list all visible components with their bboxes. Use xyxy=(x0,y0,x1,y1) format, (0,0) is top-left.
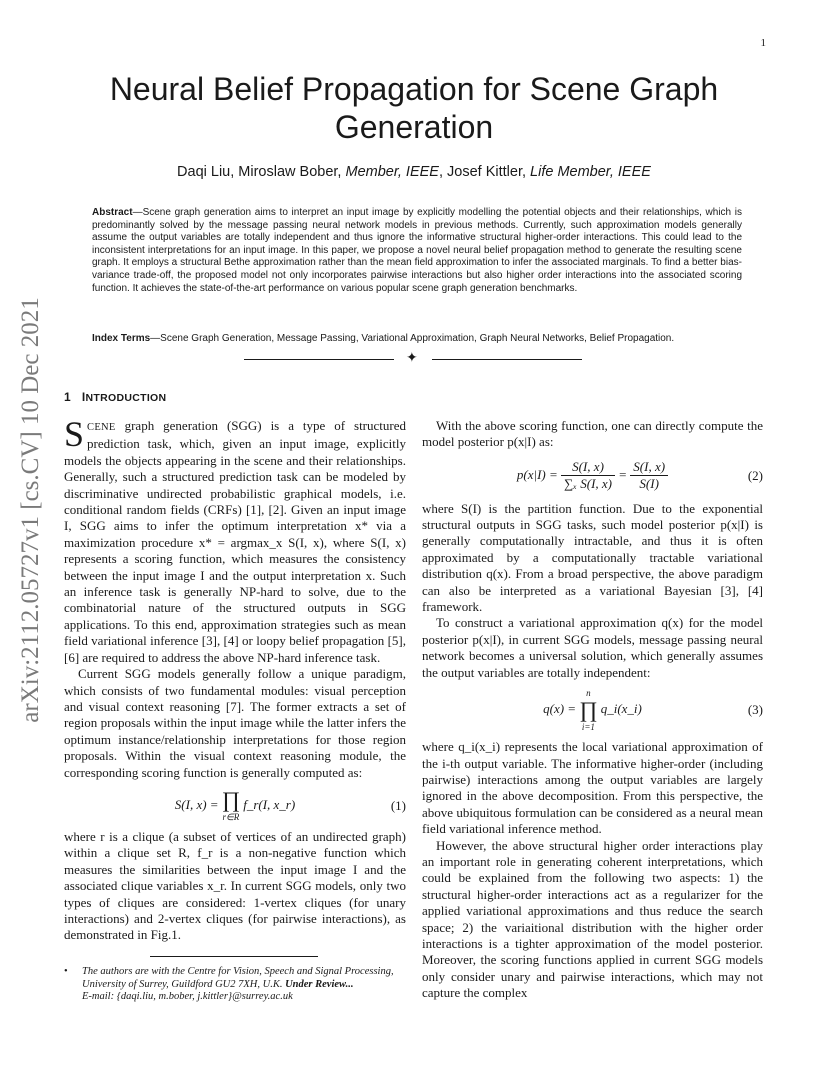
eq1-subscript: r∈R xyxy=(222,811,240,822)
author-role-2: Life Member, IEEE xyxy=(530,164,651,180)
eq1-lhs: S(I, x) = xyxy=(174,796,222,812)
footnote-email: E-mail: {daqi.liu, m.bober, j.kittler}@surrey.ac.uk xyxy=(82,991,293,1003)
footnote-bold: Under Review... xyxy=(285,978,354,990)
eq2-numerator-2: S(I, x) xyxy=(630,459,668,476)
authors-part-1: Daqi Liu, Miroslaw Bober, xyxy=(177,164,346,180)
equation-1 xyxy=(64,786,406,823)
intro-paragraph-2: Current SGG models generally follow a unique paradigm, which consists of two fundamental modules: visual perception and visual context reasoning [7]. The former extracts a set of region proposals within the input image while the latter infers the optimum instance/relationship interpretations for those region proposals. Within the visual context reasoning module, the corresponding scoring function is generally computed as: xyxy=(64,666,406,780)
arxiv-identifier: arXiv:2112.05727v1 [cs.CV] 10 Dec 2021 xyxy=(17,297,44,723)
divider-line-right xyxy=(432,359,582,360)
abstract-text: —Scene graph generation aims to interpret an input image by explicitly modelling the potential objects and their relationships, which is predominantly solved by the message passing neural network models in previous methods. Currently, such approximation models generally assume the output variables are totally independent and thus ignore the informative structural higher-order interactions. This could lead to the inconsistent interpretations for an input image. In this paper, we propose a novel neural belief propagation method to generate the resulting scene graph. It employs a structural Bethe approximation rather than the mean field approximation to infer the associated marginals. To find a better bias-variance trade-off, the proposed model not only incorporates pairwise interactions but also higher order interactions into the associated scoring function. It achieves the state-of-the-art performance on various popular scene graph generation benchmarks. xyxy=(92,207,742,294)
drop-cap-smallcaps: CENE xyxy=(87,422,116,433)
left-column xyxy=(64,414,406,944)
abstract-label: Abstract xyxy=(92,207,133,218)
section-divider xyxy=(244,352,584,366)
page-number: 1 xyxy=(760,37,766,49)
eq3-number: (3) xyxy=(747,701,763,717)
right-paragraph-1: With the above scoring function, one can directly compute the model posterior p(x|I) as: xyxy=(422,418,763,450)
author-list xyxy=(60,164,768,180)
eq1-rhs: f_r(I, x_r) xyxy=(243,796,296,812)
drop-cap: S xyxy=(64,414,85,454)
footnote-text: The authors are with the Centre for Vision, Speech and Signal Processing, University of Surrey, Guildford GU2 7XH, U.K. xyxy=(82,966,394,990)
eq2-equals: = xyxy=(615,466,631,482)
eq2-number: (2) xyxy=(747,467,763,483)
index-terms-label: Index Terms xyxy=(92,333,151,344)
eq3-lhs: q(x) = xyxy=(543,701,580,717)
eq2-denominator-1: ∑ₓ S(I, x) xyxy=(564,476,613,492)
right-paragraph-4: where q_i(x_i) represents the local variational approximation of the i-th output variable. The informative higher-order (including pairwise) interactions among the output variables are largely ignored in the above decomposition. From this perspective, the above ubiquitous formulation can be considered as a neural mean field variational inference method. xyxy=(422,739,763,837)
equation-3 xyxy=(422,687,763,733)
eq2-fraction-1 xyxy=(561,459,615,493)
right-column xyxy=(422,418,763,1002)
eq3-rhs: q_i(x_i) xyxy=(600,701,642,717)
intro-paragraph-1-text: graph generation (SGG) is a type of structured prediction task, which, given an input image, explicitly models the objects appearing in the scene and their relationships. Generally, such a structured prediction task can be modeled by discriminative undirected probabilistic graphical models, i.e. conditional random fields (CRFs) [1], [2]. Given an input image I, SGG aims to infer the optimum interpretation x* via a maximization procedure x* = argmax_x S(I, x), where S(I, x) represents a scoring function, which measures the consistency between the input image I and the output interpretation x. Such an inference task is generally NP-hard to solve, due to the combinatorial nature of the structured outputs in SGG applications. To this end, approximation strategies such as mean field variational inference [3], [4] or loopy belief propagation [5], [6] are required to address the above NP-hard inference task. xyxy=(64,418,406,665)
intro-paragraph-1 xyxy=(64,414,406,666)
footnote-bullet: • xyxy=(64,966,68,977)
right-paragraph-2: where S(I) is the partition function. Due to the exponential structural outputs in SGG tasks, such model posterior p(x|I) is generally computationally intractable, and thus it is often approximated by a computationally tractable variational distribution q(x). From a broad perspective, the above paradigm can also be interpreted as a variational Bayesian [3], [4] framework. xyxy=(422,500,763,615)
author-role-1: Member, IEEE xyxy=(345,164,439,180)
eq1-number: (1) xyxy=(390,797,406,813)
divider-line-left xyxy=(244,359,394,360)
eq2-lhs: p(x|I) = xyxy=(516,466,562,482)
eq2-denominator-2: S(I) xyxy=(639,476,659,492)
abstract xyxy=(92,207,742,295)
arxiv-sidebar xyxy=(8,280,54,740)
right-paragraph-5: However, the above structural higher order interactions play an important role in generating coherent interpretations, which could be explained from the following two aspects: 1) the structural higher-order interactions act as a regularizer for the applied variational approximations and thus reduce the search space; 2) the variaitional distribution with the higher order interactions is a tighter approximation of the model posterior. Moreover, the scoring functions applied in current SGG models only consider unary and pairwise interactions, which may not capture the complex xyxy=(422,837,763,1001)
eq3-superscript: n xyxy=(586,688,591,699)
intro-paragraph-3: where r is a clique (a subset of vertices of an undirected graph) within a clique set R, f_r is a non-negative function which measures the similarities between the input image I and the associated clique variables x_r. In current SGG models, only two types of cliques are considered: 1-vertex cliques (for unary interactions) and 2-vertex cliques (for pairwise interactions), as demonstrated in Fig.1. xyxy=(64,828,406,943)
index-terms xyxy=(92,333,742,346)
section-title-first: I xyxy=(81,390,86,404)
section-title-rest: NTRODUCTION xyxy=(85,392,167,404)
right-paragraph-3: To construct a variational approximation q(x) for the model posterior p(x|I), in current SGG models, message passing neural network becomes a universal solution, which generally assumes the output variables are totally independent: xyxy=(422,615,763,680)
footnote xyxy=(64,966,406,1004)
product-symbol: ∏ r∈R xyxy=(221,786,240,822)
paper-title: Neural Belief Propagation for Scene Graph Generation xyxy=(109,71,719,145)
product-symbol-2: n ∏ i=1 xyxy=(579,688,598,733)
eq2-numerator-1: S(I, x) xyxy=(561,459,615,476)
eq3-subscript: i=1 xyxy=(581,722,595,733)
authors-separator: , Josef Kittler, xyxy=(438,164,531,180)
section-heading xyxy=(64,390,166,404)
equation-2 xyxy=(422,459,763,493)
footnote-rule xyxy=(150,956,318,957)
section-number: 1 xyxy=(64,390,71,404)
eq2-fraction-2 xyxy=(630,459,668,493)
index-terms-text: —Scene Graph Generation, Message Passing, Variational Approximation, Graph Neural Networks, Belief Propagation. xyxy=(150,333,675,344)
divider-diamond-icon: ✦ xyxy=(406,350,418,366)
